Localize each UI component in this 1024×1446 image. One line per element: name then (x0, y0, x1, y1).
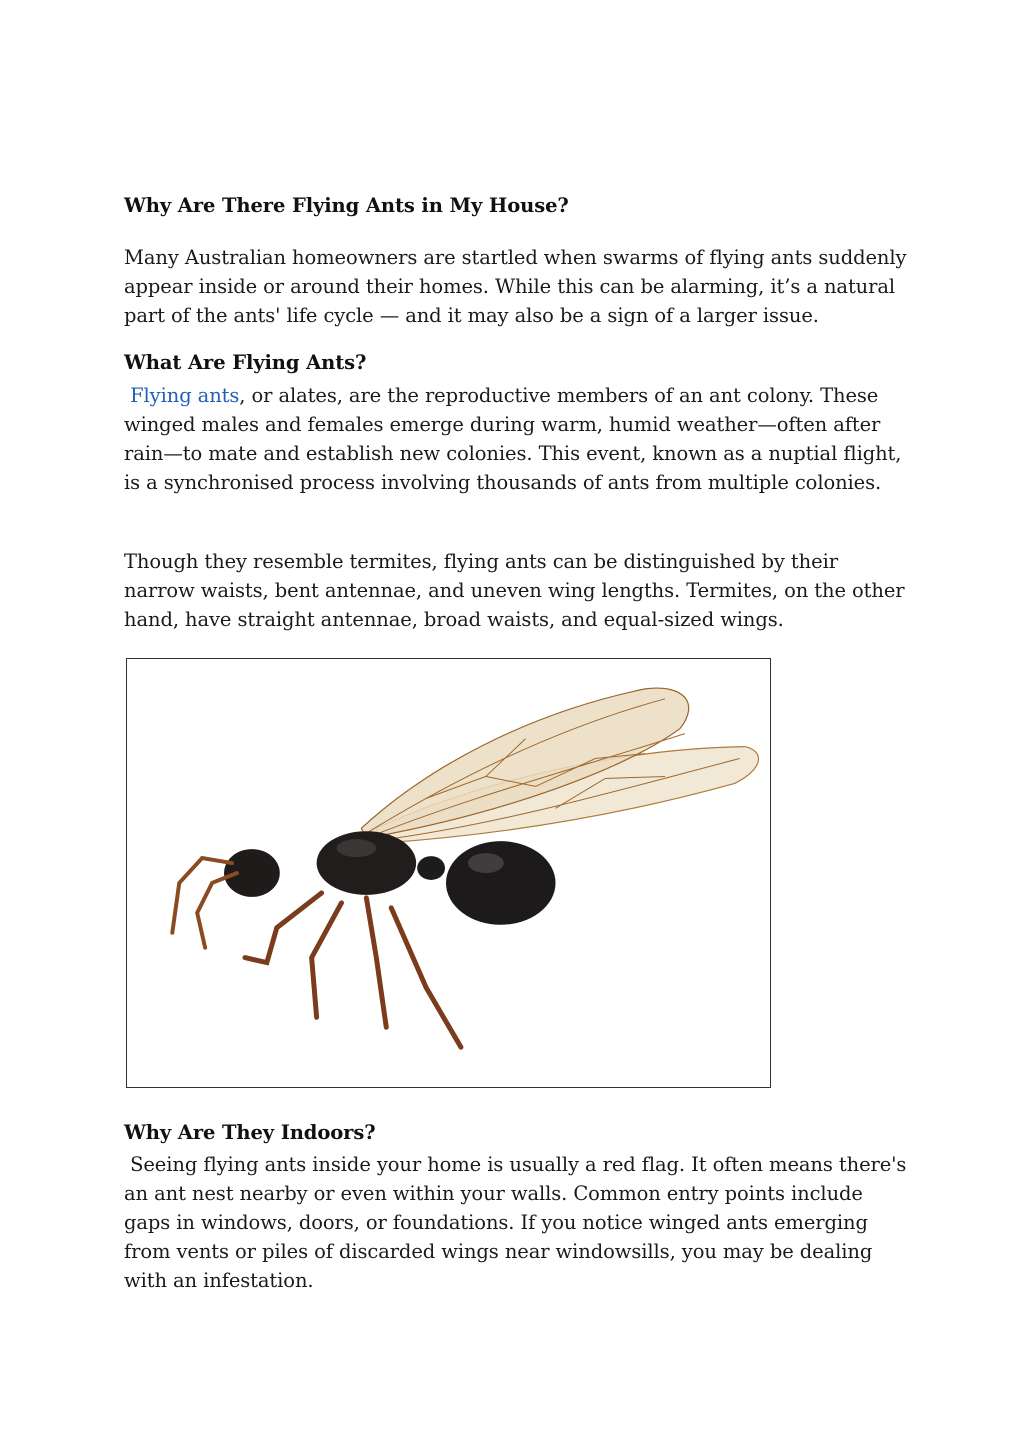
indoors-paragraph (124, 1150, 914, 1295)
ant-petiole (417, 856, 445, 880)
indoors-text: Seeing flying ants inside your home is usually a red flag. It often means there's an ant nest nearby or even within your walls. Common entry points include gaps in windows, doors, or foundations. If you notice winged ants emerging from vents or piles of discarded wings near windowsills, you may be dealing with an infestation. (124, 1153, 907, 1292)
ant-abdomen (446, 841, 555, 925)
flying-ants-definition-paragraph (124, 381, 914, 497)
intro-paragraph: Many Australian homeowners are startled when swarms of flying ants suddenly appear inside or around their homes. While this can be alarming, it’s a natural part of the ants' life cycle — and it may also be a sign of a larger issue. (124, 246, 907, 327)
legs (245, 893, 461, 1047)
flying-ant-illustration (127, 659, 770, 1087)
termite-comparison-paragraph: Though they resemble termites, flying ants can be distinguished by their narrow waists, bent antennae, and uneven wing lengths. Termites, on the other hand, have straight antennae, broad waists, and equal-sized wings. (124, 550, 905, 631)
section-heading-why-indoors: Why Are They Indoors? (124, 1121, 376, 1144)
article-title: Why Are There Flying Ants in My House? (124, 194, 569, 217)
flying-ant-photo (126, 658, 771, 1088)
definition-text: , or alates, are the reproductive members of an ant colony. These winged males and females emerge during warm, humid weather—often after rain—to mate and establish new colonies. This event, known as a nuptial flight, is a synchronised process involving thousands of ants from multiple colonies. (124, 384, 902, 494)
flying-ants-link[interactable]: Flying ants (130, 384, 240, 407)
section-heading-what-are-flying-ants: What Are Flying Ants? (124, 351, 367, 374)
